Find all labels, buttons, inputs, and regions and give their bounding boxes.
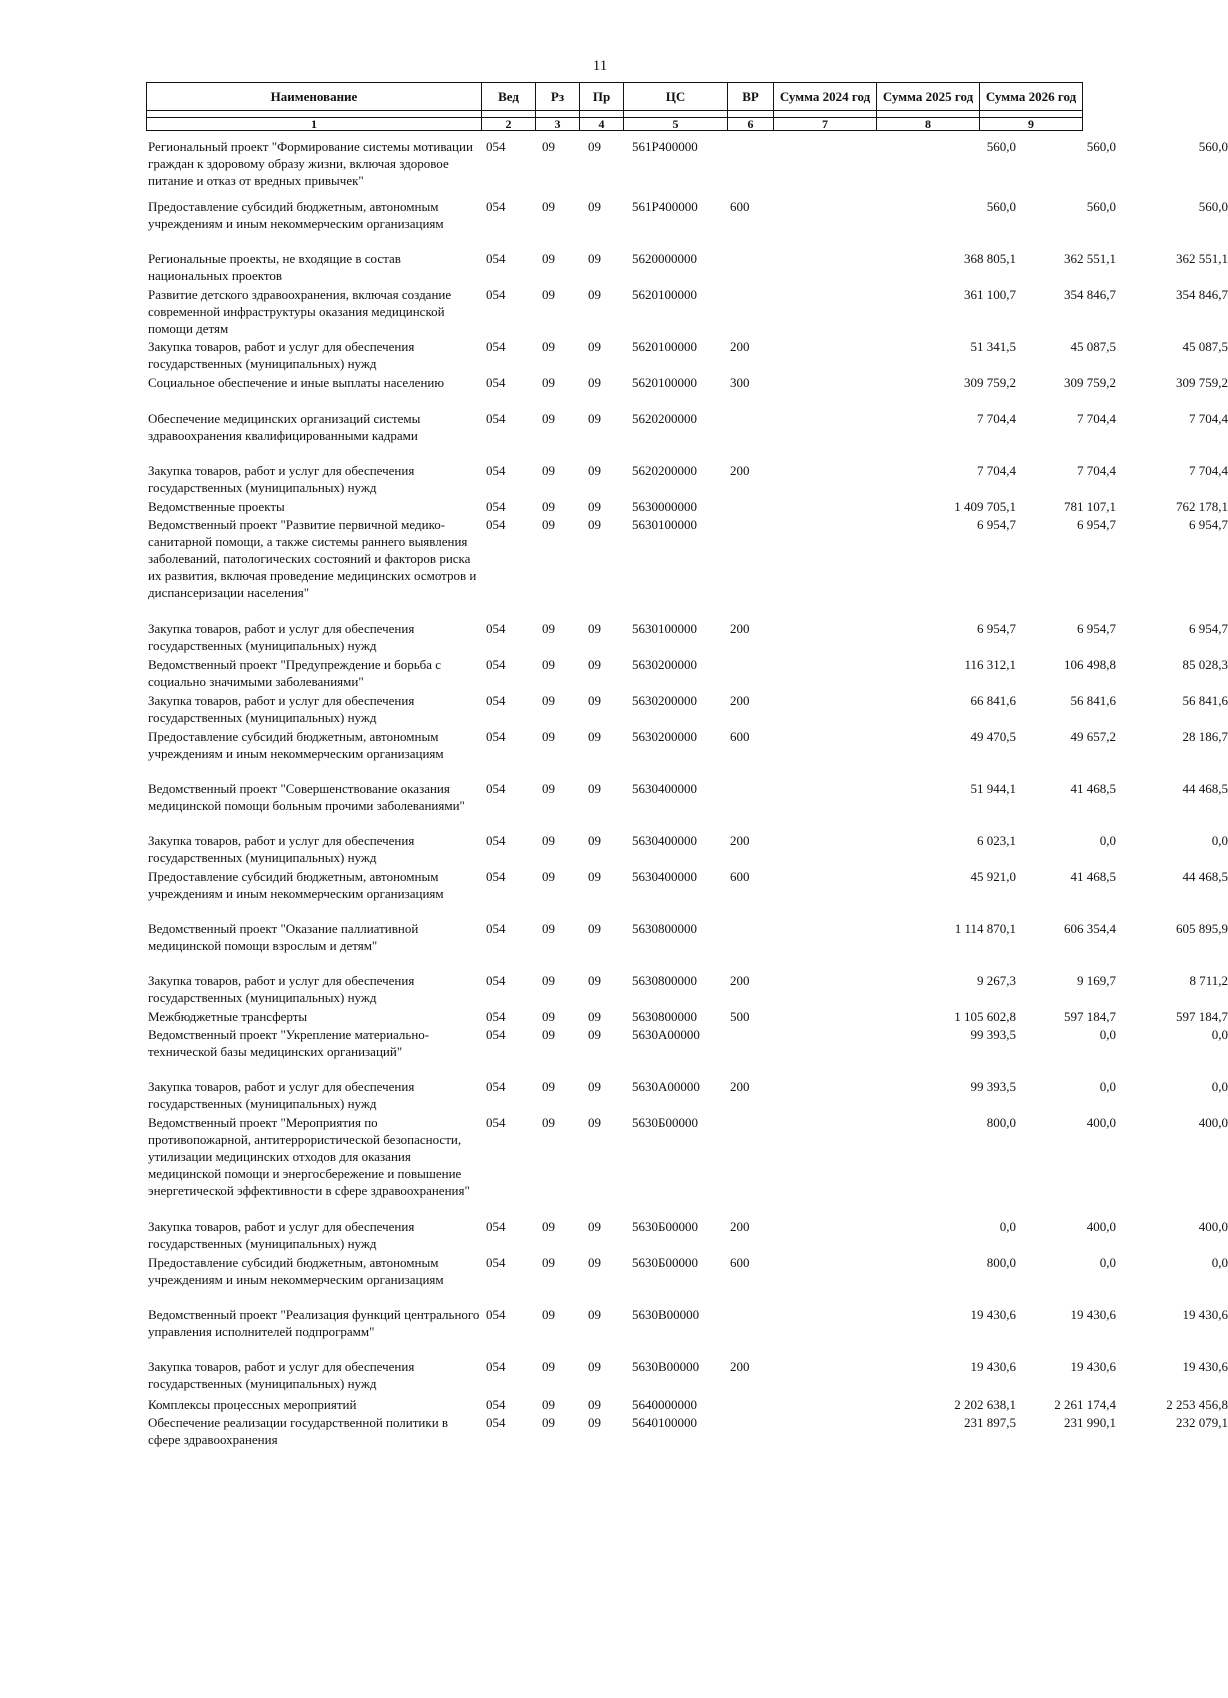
row-ved: 054 [486, 1255, 506, 1270]
row-pr: 09 [588, 499, 601, 514]
row-rz: 09 [542, 1115, 555, 1130]
row-pr: 09 [588, 199, 601, 214]
row-sum-2026: 19 430,6 [1182, 1359, 1228, 1374]
row-sum-2025: 0,0 [1099, 1079, 1116, 1094]
row-name: Закупка товаров, работ и услуг для обеспечения государственных (муниципальных) нужд [148, 973, 415, 1005]
row-cs: 5630800000 [632, 1009, 697, 1024]
row-name: Ведомственный проект "Предупреждение и борьба с социально значимыми заболеваниями" [148, 657, 442, 689]
row-vr: 500 [730, 1009, 750, 1024]
row-sum-2026: 6 954,7 [1189, 517, 1228, 532]
row-ved: 054 [486, 499, 506, 514]
row-sum-2024: 560,0 [986, 139, 1016, 154]
row-vr: 600 [730, 199, 750, 214]
row-ved: 054 [486, 1359, 506, 1374]
row-cs: 5630Б00000 [632, 1115, 698, 1130]
row-ved: 054 [486, 287, 506, 302]
row-sum-2026: 44 468,5 [1182, 869, 1228, 884]
row-sum-2024: 116 312,1 [964, 657, 1016, 672]
row-name: Социальное обеспечение и иные выплаты населению [148, 375, 445, 390]
row-sum-2024: 1 114 870,1 [954, 921, 1016, 936]
row-name: Закупка товаров, работ и услуг для обеспечения государственных (муниципальных) нужд [148, 463, 415, 495]
row-pr: 09 [588, 1115, 601, 1130]
column-number: 3 [536, 118, 580, 131]
row-name: Региональные проекты, не входящие в состав национальных проектов [148, 251, 401, 283]
row-sum-2026: 232 079,1 [1176, 1415, 1228, 1430]
row-ved: 054 [486, 1307, 506, 1322]
row-cs: 5630400000 [632, 781, 697, 796]
row-sum-2024: 9 267,3 [977, 973, 1016, 988]
row-pr: 09 [588, 973, 601, 988]
row-cs: 5620200000 [632, 463, 697, 478]
row-cs: 5630000000 [632, 499, 697, 514]
column-number: 8 [877, 118, 980, 131]
row-sum-2026: 400,0 [1198, 1115, 1228, 1130]
row-name: Региональный проект "Формирование системы мотивации граждан к здоровому образу жизни, включая здоровое питание и отказ от вредных привычек" [148, 139, 473, 188]
row-ved: 054 [486, 463, 506, 478]
row-sum-2024: 1 409 705,1 [954, 499, 1016, 514]
row-pr: 09 [588, 1079, 601, 1094]
row-cs: 5640000000 [632, 1397, 697, 1412]
row-name: Ведомственный проект "Укрепление материально-технической базы медицинских организаций" [148, 1027, 430, 1059]
row-cs: 5620100000 [632, 375, 697, 390]
column-number: 2 [482, 118, 536, 131]
row-name: Предоставление субсидий бюджетным, автономным учреждениям и иным некоммерческим организациям [148, 869, 444, 901]
row-name: Закупка товаров, работ и услуг для обеспечения государственных (муниципальных) нужд [148, 833, 415, 865]
row-pr: 09 [588, 1255, 601, 1270]
row-sum-2026: 762 178,1 [1176, 499, 1228, 514]
row-rz: 09 [542, 517, 555, 532]
row-sum-2024: 6 954,7 [977, 517, 1016, 532]
column-number: 9 [980, 118, 1083, 131]
row-ved: 054 [486, 251, 506, 266]
header-rz: Рз [536, 83, 580, 111]
row-name: Закупка товаров, работ и услуг для обеспечения государственных (муниципальных) нужд [148, 1219, 415, 1251]
row-sum-2025: 362 551,1 [1064, 251, 1116, 266]
row-sum-2026: 85 028,3 [1182, 657, 1228, 672]
row-name: Обеспечение реализации государственной политики в сфере здравоохранения [148, 1415, 449, 1447]
row-rz: 09 [542, 1219, 555, 1234]
row-sum-2024: 66 841,6 [970, 693, 1016, 708]
row-cs: 5630800000 [632, 921, 697, 936]
row-sum-2026: 45 087,5 [1182, 339, 1228, 354]
row-rz: 09 [542, 411, 555, 426]
row-rz: 09 [542, 287, 555, 302]
row-sum-2026: 7 704,4 [1189, 411, 1228, 426]
row-ved: 054 [486, 517, 506, 532]
row-sum-2024: 49 470,5 [970, 729, 1016, 744]
row-ved: 054 [486, 339, 506, 354]
row-sum-2025: 6 954,7 [1077, 621, 1116, 636]
row-name: Развитие детского здравоохранения, включая создание современной инфраструктуры оказания медицинской помощи детям [148, 287, 452, 336]
row-vr: 300 [730, 375, 750, 390]
row-vr: 200 [730, 693, 750, 708]
row-rz: 09 [542, 869, 555, 884]
row-vr: 600 [730, 1255, 750, 1270]
row-cs: 5630Б00000 [632, 1255, 698, 1270]
row-sum-2026: 597 184,7 [1176, 1009, 1228, 1024]
row-cs: 5620200000 [632, 411, 697, 426]
header-sum-2026: Сумма 2026 год [980, 83, 1083, 111]
row-sum-2026: 44 468,5 [1182, 781, 1228, 796]
row-rz: 09 [542, 339, 555, 354]
row-sum-2024: 361 100,7 [964, 287, 1016, 302]
row-ved: 054 [486, 375, 506, 390]
row-pr: 09 [588, 657, 601, 672]
row-rz: 09 [542, 199, 555, 214]
row-sum-2025: 49 657,2 [1070, 729, 1116, 744]
header-cs: ЦС [624, 83, 728, 111]
row-cs: 5630200000 [632, 693, 697, 708]
row-name: Ведомственные проекты [148, 499, 285, 514]
row-sum-2024: 560,0 [986, 199, 1016, 214]
row-vr: 200 [730, 621, 750, 636]
row-vr: 200 [730, 833, 750, 848]
row-sum-2025: 45 087,5 [1070, 339, 1116, 354]
row-sum-2026: 605 895,9 [1176, 921, 1228, 936]
column-number: 4 [580, 118, 624, 131]
row-sum-2025: 0,0 [1099, 833, 1116, 848]
column-number: 1 [147, 118, 482, 131]
row-sum-2024: 2 202 638,1 [954, 1397, 1016, 1412]
row-rz: 09 [542, 833, 555, 848]
row-sum-2024: 19 430,6 [970, 1359, 1016, 1374]
row-cs: 5630В00000 [632, 1307, 700, 1322]
row-sum-2024: 51 341,5 [970, 339, 1016, 354]
row-name: Закупка товаров, работ и услуг для обеспечения государственных (муниципальных) нужд [148, 621, 415, 653]
row-vr: 600 [730, 729, 750, 744]
row-sum-2026: 8 711,2 [1189, 973, 1228, 988]
row-sum-2024: 6 023,1 [977, 833, 1016, 848]
row-sum-2026: 0,0 [1211, 1255, 1228, 1270]
row-ved: 054 [486, 1027, 506, 1042]
row-pr: 09 [588, 1307, 601, 1322]
row-sum-2026: 28 186,7 [1182, 729, 1228, 744]
row-sum-2025: 354 846,7 [1064, 287, 1116, 302]
row-vr: 200 [730, 1079, 750, 1094]
row-rz: 09 [542, 781, 555, 796]
row-sum-2026: 0,0 [1211, 1079, 1228, 1094]
row-cs: 5630A00000 [632, 1079, 700, 1094]
row-sum-2025: 19 430,6 [1070, 1307, 1116, 1322]
header-name: Наименование [147, 83, 482, 111]
column-number: 6 [728, 118, 774, 131]
row-sum-2026: 0,0 [1211, 1027, 1228, 1042]
row-rz: 09 [542, 1027, 555, 1042]
row-vr: 200 [730, 463, 750, 478]
row-sum-2025: 6 954,7 [1077, 517, 1116, 532]
row-pr: 09 [588, 693, 601, 708]
row-cs: 5630400000 [632, 833, 697, 848]
row-sum-2025: 560,0 [1086, 139, 1116, 154]
column-number: 5 [624, 118, 728, 131]
row-rz: 09 [542, 729, 555, 744]
row-sum-2025: 0,0 [1099, 1027, 1116, 1042]
row-pr: 09 [588, 1415, 601, 1430]
row-sum-2025: 597 184,7 [1064, 1009, 1116, 1024]
row-ved: 054 [486, 657, 506, 672]
row-ved: 054 [486, 1115, 506, 1130]
row-sum-2025: 7 704,4 [1077, 411, 1116, 426]
row-sum-2025: 606 354,4 [1064, 921, 1116, 936]
row-pr: 09 [588, 287, 601, 302]
row-rz: 09 [542, 251, 555, 266]
row-sum-2026: 560,0 [1198, 139, 1228, 154]
row-pr: 09 [588, 139, 601, 154]
row-sum-2024: 7 704,4 [977, 463, 1016, 478]
row-rz: 09 [542, 1415, 555, 1430]
row-ved: 054 [486, 1009, 506, 1024]
row-sum-2024: 51 944,1 [970, 781, 1016, 796]
row-cs: 5620100000 [632, 287, 697, 302]
row-pr: 09 [588, 833, 601, 848]
row-sum-2024: 368 805,1 [964, 251, 1016, 266]
row-cs: 5630200000 [632, 657, 697, 672]
row-rz: 09 [542, 973, 555, 988]
row-sum-2024: 19 430,6 [970, 1307, 1016, 1322]
column-number: 7 [774, 118, 877, 131]
row-name: Предоставление субсидий бюджетным, автономным учреждениям и иным некоммерческим организациям [148, 729, 444, 761]
row-name: Закупка товаров, работ и услуг для обеспечения государственных (муниципальных) нужд [148, 339, 415, 371]
row-ved: 054 [486, 869, 506, 884]
row-pr: 09 [588, 1219, 601, 1234]
row-sum-2026: 560,0 [1198, 199, 1228, 214]
row-pr: 09 [588, 621, 601, 636]
row-rz: 09 [542, 139, 555, 154]
row-cs: 5630400000 [632, 869, 697, 884]
header-sum-2024: Сумма 2024 год [774, 83, 877, 111]
row-sum-2026: 56 841,6 [1182, 693, 1228, 708]
header-sum-2025: Сумма 2025 год [877, 83, 980, 111]
row-sum-2025: 9 169,7 [1077, 973, 1116, 988]
row-ved: 054 [486, 729, 506, 744]
row-sum-2026: 7 704,4 [1189, 463, 1228, 478]
row-name: Ведомственный проект "Мероприятия по противопожарной, антитеррористической безопасности, утилизации медицинских отходов для оказания медицинской помощи и энергосбережение и повышение энергетической эффективности в сфере здравоохранения" [148, 1115, 470, 1198]
row-sum-2026: 362 551,1 [1176, 251, 1228, 266]
row-vr: 200 [730, 973, 750, 988]
row-ved: 054 [486, 1415, 506, 1430]
row-sum-2025: 19 430,6 [1070, 1359, 1116, 1374]
row-sum-2024: 0,0 [999, 1219, 1016, 1234]
row-sum-2024: 800,0 [986, 1255, 1016, 1270]
row-sum-2026: 19 430,6 [1182, 1307, 1228, 1322]
row-cs: 5640100000 [632, 1415, 697, 1430]
row-sum-2025: 56 841,6 [1070, 693, 1116, 708]
row-cs: 561P400000 [632, 139, 698, 154]
row-sum-2025: 7 704,4 [1077, 463, 1116, 478]
row-rz: 09 [542, 1397, 555, 1412]
row-pr: 09 [588, 251, 601, 266]
row-rz: 09 [542, 1079, 555, 1094]
row-ved: 054 [486, 139, 506, 154]
header-pr: Пр [580, 83, 624, 111]
row-vr: 200 [730, 1219, 750, 1234]
row-pr: 09 [588, 517, 601, 532]
row-sum-2025: 781 107,1 [1064, 499, 1116, 514]
row-vr: 200 [730, 1359, 750, 1374]
row-sum-2025: 309 759,2 [1064, 375, 1116, 390]
row-sum-2026: 309 759,2 [1176, 375, 1228, 390]
row-ved: 054 [486, 693, 506, 708]
row-name: Ведомственный проект "Оказание паллиативной медицинской помощи взрослым и детям" [148, 921, 419, 953]
row-pr: 09 [588, 1359, 601, 1374]
row-sum-2024: 800,0 [986, 1115, 1016, 1130]
row-cs: 5630Б00000 [632, 1219, 698, 1234]
row-ved: 054 [486, 621, 506, 636]
row-ved: 054 [486, 199, 506, 214]
row-sum-2026: 354 846,7 [1176, 287, 1228, 302]
row-name: Предоставление субсидий бюджетным, автономным учреждениям и иным некоммерческим организациям [148, 199, 444, 231]
row-pr: 09 [588, 411, 601, 426]
row-name: Комплексы процессных мероприятий [148, 1397, 357, 1412]
row-ved: 054 [486, 921, 506, 936]
row-rz: 09 [542, 693, 555, 708]
row-sum-2025: 41 468,5 [1070, 869, 1116, 884]
row-name: Межбюджетные трансферты [148, 1009, 308, 1024]
row-sum-2024: 6 954,7 [977, 621, 1016, 636]
row-cs: 5630800000 [632, 973, 697, 988]
row-rz: 09 [542, 621, 555, 636]
row-sum-2024: 99 393,5 [970, 1079, 1016, 1094]
row-sum-2024: 99 393,5 [970, 1027, 1016, 1042]
row-vr: 600 [730, 869, 750, 884]
row-name: Ведомственный проект "Совершенствование оказания медицинской помощи больным прочими заболеваниями" [148, 781, 465, 813]
row-name: Закупка товаров, работ и услуг для обеспечения государственных (муниципальных) нужд [148, 1079, 415, 1111]
row-rz: 09 [542, 1359, 555, 1374]
table-header [146, 82, 1083, 131]
row-ved: 054 [486, 781, 506, 796]
row-cs: 5630200000 [632, 729, 697, 744]
row-rz: 09 [542, 657, 555, 672]
row-cs: 5630A00000 [632, 1027, 700, 1042]
row-sum-2024: 231 897,5 [964, 1415, 1016, 1430]
row-pr: 09 [588, 375, 601, 390]
row-rz: 09 [542, 499, 555, 514]
row-rz: 09 [542, 1009, 555, 1024]
row-rz: 09 [542, 1307, 555, 1322]
row-pr: 09 [588, 1397, 601, 1412]
row-pr: 09 [588, 781, 601, 796]
row-name: Ведомственный проект "Реализация функций центрального управления исполнителей подпрограмм" [148, 1307, 480, 1339]
row-ved: 054 [486, 973, 506, 988]
row-sum-2025: 41 468,5 [1070, 781, 1116, 796]
row-sum-2025: 560,0 [1086, 199, 1116, 214]
row-sum-2025: 400,0 [1086, 1115, 1116, 1130]
row-sum-2026: 2 253 456,8 [1166, 1397, 1228, 1412]
row-ved: 054 [486, 1397, 506, 1412]
row-cs: 5630В00000 [632, 1359, 700, 1374]
row-cs: 5620000000 [632, 251, 697, 266]
row-name: Обеспечение медицинских организаций системы здравоохранения квалифицированными кадрами [148, 411, 421, 443]
row-pr: 09 [588, 1027, 601, 1042]
row-cs: 561P400000 [632, 199, 698, 214]
row-pr: 09 [588, 869, 601, 884]
row-sum-2025: 231 990,1 [1064, 1415, 1116, 1430]
row-sum-2024: 309 759,2 [964, 375, 1016, 390]
row-pr: 09 [588, 1009, 601, 1024]
row-sum-2025: 400,0 [1086, 1219, 1116, 1234]
row-sum-2024: 1 105 602,8 [954, 1009, 1016, 1024]
row-sum-2024: 7 704,4 [977, 411, 1016, 426]
row-rz: 09 [542, 463, 555, 478]
row-sum-2026: 400,0 [1198, 1219, 1228, 1234]
row-name: Закупка товаров, работ и услуг для обеспечения государственных (муниципальных) нужд [148, 1359, 415, 1391]
header-vr: ВР [728, 83, 774, 111]
row-sum-2026: 0,0 [1211, 833, 1228, 848]
row-sum-2025: 106 498,8 [1064, 657, 1116, 672]
row-rz: 09 [542, 375, 555, 390]
row-vr: 200 [730, 339, 750, 354]
page-number: 11 [592, 58, 608, 74]
row-rz: 09 [542, 1255, 555, 1270]
row-rz: 09 [542, 921, 555, 936]
row-sum-2025: 0,0 [1099, 1255, 1116, 1270]
row-sum-2024: 45 921,0 [970, 869, 1016, 884]
row-ved: 054 [486, 1219, 506, 1234]
row-pr: 09 [588, 463, 601, 478]
row-cs: 5630100000 [632, 517, 697, 532]
row-name: Предоставление субсидий бюджетным, автономным учреждениям и иным некоммерческим организациям [148, 1255, 444, 1287]
row-pr: 09 [588, 339, 601, 354]
row-pr: 09 [588, 729, 601, 744]
row-ved: 054 [486, 411, 506, 426]
row-pr: 09 [588, 921, 601, 936]
row-sum-2025: 2 261 174,4 [1054, 1397, 1116, 1412]
row-sum-2026: 6 954,7 [1189, 621, 1228, 636]
row-cs: 5620100000 [632, 339, 697, 354]
row-name: Ведомственный проект "Развитие первичной медико-санитарной помощи, а также системы раннего выявления заболеваний, патологических состояний и факторов риска их развития, включая проведение медицинских осмотров и диспансеризации населения" [148, 517, 477, 600]
row-cs: 5630100000 [632, 621, 697, 636]
row-ved: 054 [486, 1079, 506, 1094]
row-ved: 054 [486, 833, 506, 848]
row-name: Закупка товаров, работ и услуг для обеспечения государственных (муниципальных) нужд [148, 693, 415, 725]
header-ved: Вед [482, 83, 536, 111]
